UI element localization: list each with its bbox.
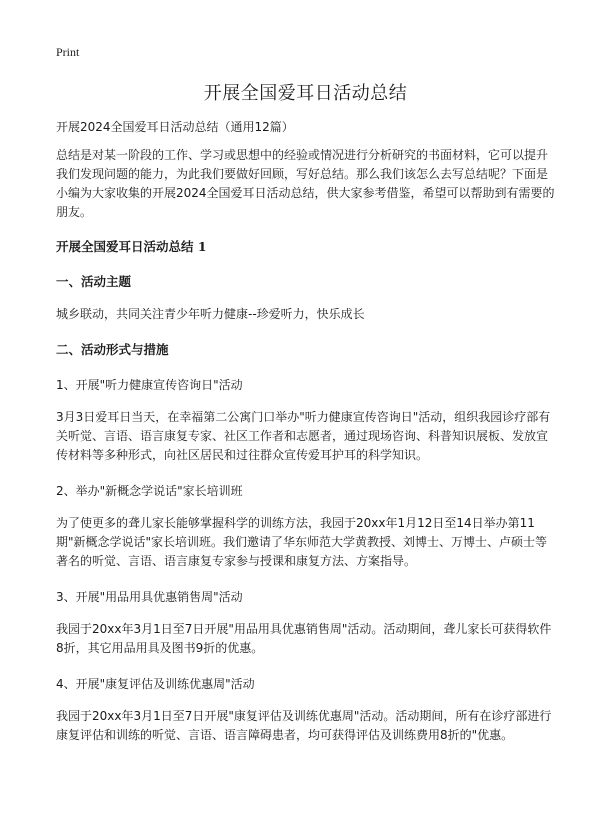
measure-item-2-heading: 2、举办"新概念学说话"家长培训班 (56, 484, 243, 498)
theme-heading: 一、活动主题 (56, 274, 132, 289)
measure-item-1-heading: 1、开展"听力健康宣传咨询日"活动 (56, 378, 243, 392)
measure-item-2-body: 为了使更多的聋儿家长能够掌握科学的训练方法，我园于20xx年1月12日至14日举办第11期"新概念学说话"家长培训班。我们邀请了华东师范大学黄教授、刘博士、万博士、卢硕士等著名的听觉、言语、语言康复专家参与授课和康复方法、方案指导。 (56, 516, 548, 568)
intro-paragraph: 总结是对某一阶段的工作、学习或思想中的经验或情况进行分析研究的书面材料，它可以提升我们发现问题的能力，为此我们要做好回顾，写好总结。那么我们该怎么去写总结呢？下面是小编为大家收集的开展2024全国爱耳日活动总结，供大家参考借鉴，希望可以帮助到有需要的朋友。 (56, 148, 555, 219)
measure-item-4-body: 我园于20xx年3月1日至7日开展"康复评估及训练优惠周"活动。活动期间，所有在诊疗部进行康复评估和训练的听觉、言语、语言障碍患者，均可获得评估及训练费用8折的"优惠。 (56, 709, 552, 742)
print-label: Print (56, 45, 80, 59)
measure-item-3-heading: 3、开展"用品用具优惠销售周"活动 (56, 590, 243, 604)
theme-text: 城乡联动，共同关注青少年听力健康--珍爱听力，快乐成长 (56, 307, 365, 321)
measure-item-3-body: 我园于20xx年3月1日至7日开展"用品用具优惠销售周"活动。活动期间，聋儿家长可获得软件8折，其它用品用具及图书9折的优惠。 (56, 622, 552, 655)
measure-item-4-heading: 4、开展"康复评估及训练优惠周"活动 (56, 677, 255, 691)
document-title: 开展全国爱耳日活动总结 (203, 83, 408, 104)
measure-item-1-body: 3月3日爱耳日当天，在幸福第二公寓门口举办"听力健康宣传咨询日"活动，组织我园诊疗部有关听觉、言语、语言康复专家、社区工作者和志愿者，通过现场咨询、科普知识展板、发放宣传材料等多种形式，向社区居民和过往群众宣传爱耳护耳的科学知识。 (56, 410, 551, 462)
document-subtitle: 开展2024全国爱耳日活动总结（通用12篇） (56, 120, 294, 134)
measures-heading: 二、活动形式与措施 (56, 342, 169, 357)
section-title: 开展全国爱耳日活动总结 1 (56, 239, 207, 254)
